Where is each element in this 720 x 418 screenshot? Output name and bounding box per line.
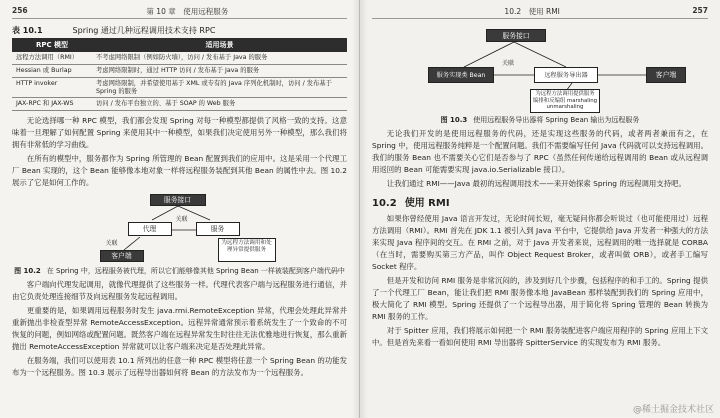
chapter-title: 第 10 章 使用远程服务	[146, 7, 229, 16]
service-interface-box: 服务接口	[486, 29, 546, 42]
table-number: 表 10.1	[12, 26, 43, 35]
service-impl-bean-box: 服务实现类 Bean	[428, 67, 494, 83]
section-head: 10.2 使用 RMI	[504, 7, 560, 16]
table-cell: HTTP invoker	[12, 77, 92, 98]
client-box: 客户端	[100, 250, 144, 262]
section-heading	[372, 194, 708, 209]
proxy-box: 代理	[128, 222, 172, 236]
paragraph: 无论选择哪一种 RPC 模型，我们都会发现 Spring 对每一种模型都提供了风格一致的支持。这意味着一旦理解了如何配置 Spring 来使用其中一种模型，如果我们决定使用另外一种模型，那么我们将拥有非常低的学习曲线。	[12, 116, 347, 150]
paragraph: 但是开发和访问 RMI 服务是非常沉闷的，涉及到好几个步骤，包括程序的和手工的。Spring 提供了一个代理工厂 Bean，能让我们把 RMI 服务像本地 JavaBean 那样装配到我们的 Spring 应用中，极大简化了 RMI 模型。Spring 还提供了一个远程导出器，用于简化将 Spring 管理的 Bean 转换为 RMI 服务的工作。	[372, 276, 708, 321]
remote-exporter-box: 远程服务导出器	[534, 67, 598, 83]
table-cell: 远程方法调用（RMI）	[12, 52, 92, 64]
link-label: 关联	[502, 60, 515, 67]
note-top: 为远程方法调用提供服务	[535, 91, 595, 97]
table-row	[12, 77, 347, 98]
service-box: 服务	[196, 222, 240, 236]
figure-number: 图 10.2	[14, 267, 41, 276]
table-cell: 考虑网络限制时，通过 HTTP 访问 / 发布基于 Java 的服务	[92, 64, 347, 77]
table-title: Spring 通过几种远程调用技术支持 RPC	[72, 26, 216, 35]
right-running-head	[372, 6, 708, 19]
note-bottom: 编排和反编组 marshaling unmarshaling	[532, 97, 598, 110]
paragraph: 在所有的模型中，服务都作为 Spring 所管理的 Bean 配置到我们的应用中。这是采用一个代理工厂 Bean 实现的，这个 Bean 能够像本地对象一样将远程服务装配到其他 Bean 的属性中去。图 10.2 展示了它是如何工作的。	[12, 154, 347, 188]
link-label: 关联	[175, 216, 188, 224]
paragraph: 在服务端，我们可以使用表 10.1 所列出的任意一种 RPC 模型将任意一个 Spring Bean 的功能发布为一个远程服务。图 10.3 展示了远程导出器如何将 Bean 的方法发布为一个远程服务。	[12, 356, 347, 378]
proxy-note-box: 为远程方法调用和处理异常提供服务	[218, 238, 276, 262]
left-running-head	[12, 6, 347, 19]
table-row	[12, 98, 347, 111]
figure-10-2	[80, 192, 280, 264]
exporter-note-box	[530, 89, 600, 113]
figure-caption-text: 使用远程服务导出器将 Spring Bean 输出为远程服务	[473, 116, 640, 124]
rpc-table	[12, 38, 347, 111]
paragraph: 如果你曾经使用 Java 语言开发过，无论时间长短，毫无疑问你都会听说过（也可能使用过）远程方法调用（RMI）。RMI 首先在 JDK 1.1 被引入到 Java 平台中，它提供给 Java 开发者一种强大的方法来实现 Java 程序间的交互。在 RMI 之前，对于 Java 开发者来说，远程调用的唯一选择就是 CORBA（在当时，需要购买第三方产品，叫作 Object Request Broker，或者叫做 ORB），或者手工编写 Socket 程序。	[372, 214, 708, 271]
table-caption	[12, 25, 347, 36]
paragraph: 无论我们开发的是使用远程服务的代码，还是实现这些服务的代码，或者两者兼而有之，在 Spring 中，使用远程服务纯粹是一个配置问题。我们不需要编写任何 Java 代码就可以支持远程调用。我们的服务 Bean 也不需要关心它们是否参与了 RPC（虽然任何传递给远程调用的 Bean 或从远程调用返回的 Bean 可能需要实现 java.io.Serializable 接口）。	[372, 129, 708, 174]
paragraph: 客户端向代理发起调用，就像代理提供了这些服务一样。代理代表客户端与远程服务进行通信，并由它负责处理连接细节及向远程服务发起远程调用。	[12, 280, 347, 302]
table-header-row	[12, 38, 347, 52]
table-row	[12, 64, 347, 77]
paragraph: 让我们通过 RMI——Java 最初的远程调用技术——来开始探索 Spring 的远程调用支持吧。	[386, 179, 686, 188]
right-page	[360, 0, 720, 418]
page-number: 257	[692, 6, 708, 15]
link-label: 关联	[105, 240, 118, 248]
section-title: 使用 RMI	[404, 198, 450, 209]
watermark: @稀土掘金技术社区	[632, 405, 714, 415]
page-number: 256	[12, 6, 28, 15]
figure-caption	[372, 115, 708, 125]
table-header: 适用场景	[92, 38, 347, 52]
table-cell: 不考虑网络限制（例如防火墙），访问 / 发布基于 Java 的服务	[92, 52, 347, 64]
figure-caption-text: 在 Spring 中，远程服务被代理，所以它们能够像其他 Spring Bean 一样被装配到客户端代码中	[46, 267, 345, 276]
figure-caption	[12, 266, 347, 276]
section-number: 10.2	[372, 198, 397, 209]
client-box: 客户端	[646, 67, 686, 83]
paragraph: 更重要的是，如果调用远程服务时发生 java.rmi.RemoteException 异常，代理会处理此异常并重新抛出非检查型异常 RemoteAccessException。远程异常通常预示着系统发生了一个致命的不可恢复的问题，例如网络或配置问题。既然客户端在远程异常发生时往往无法优雅地进行恢复，那么重新抛出 RemoteAccessException 异常就可以让客户端来决定是否处理此异常。	[12, 306, 347, 352]
figure-number: 图 10.3	[440, 116, 468, 124]
table-cell: 访问 / 发布平台独立的、基于 SOAP 的 Web 服务	[92, 98, 347, 111]
table-cell: Hessian 或 Burlap	[12, 64, 92, 77]
figure-10-3	[390, 25, 690, 113]
paragraph: 对于 Spitter 应用，我们将展示如何把一个 RMI 服务装配进客户端应用程序的 Spring 应用上下文中。但是首先来看一看如何使用 RMI 导出器将 SpitterService 的实现发布为 RMI 服务。	[372, 326, 708, 347]
table-cell: JAX-RPC 和 JAX-WS	[12, 98, 92, 111]
service-interface-box: 服务接口	[150, 194, 206, 206]
table-row	[12, 52, 347, 64]
table-cell: 考虑网络限制，并希望使用基于 XML 或专有的 Java 序列化机制时，访问 / 发布基于 Spring 的服务	[92, 77, 347, 98]
table-header: RPC 模型	[12, 38, 92, 52]
